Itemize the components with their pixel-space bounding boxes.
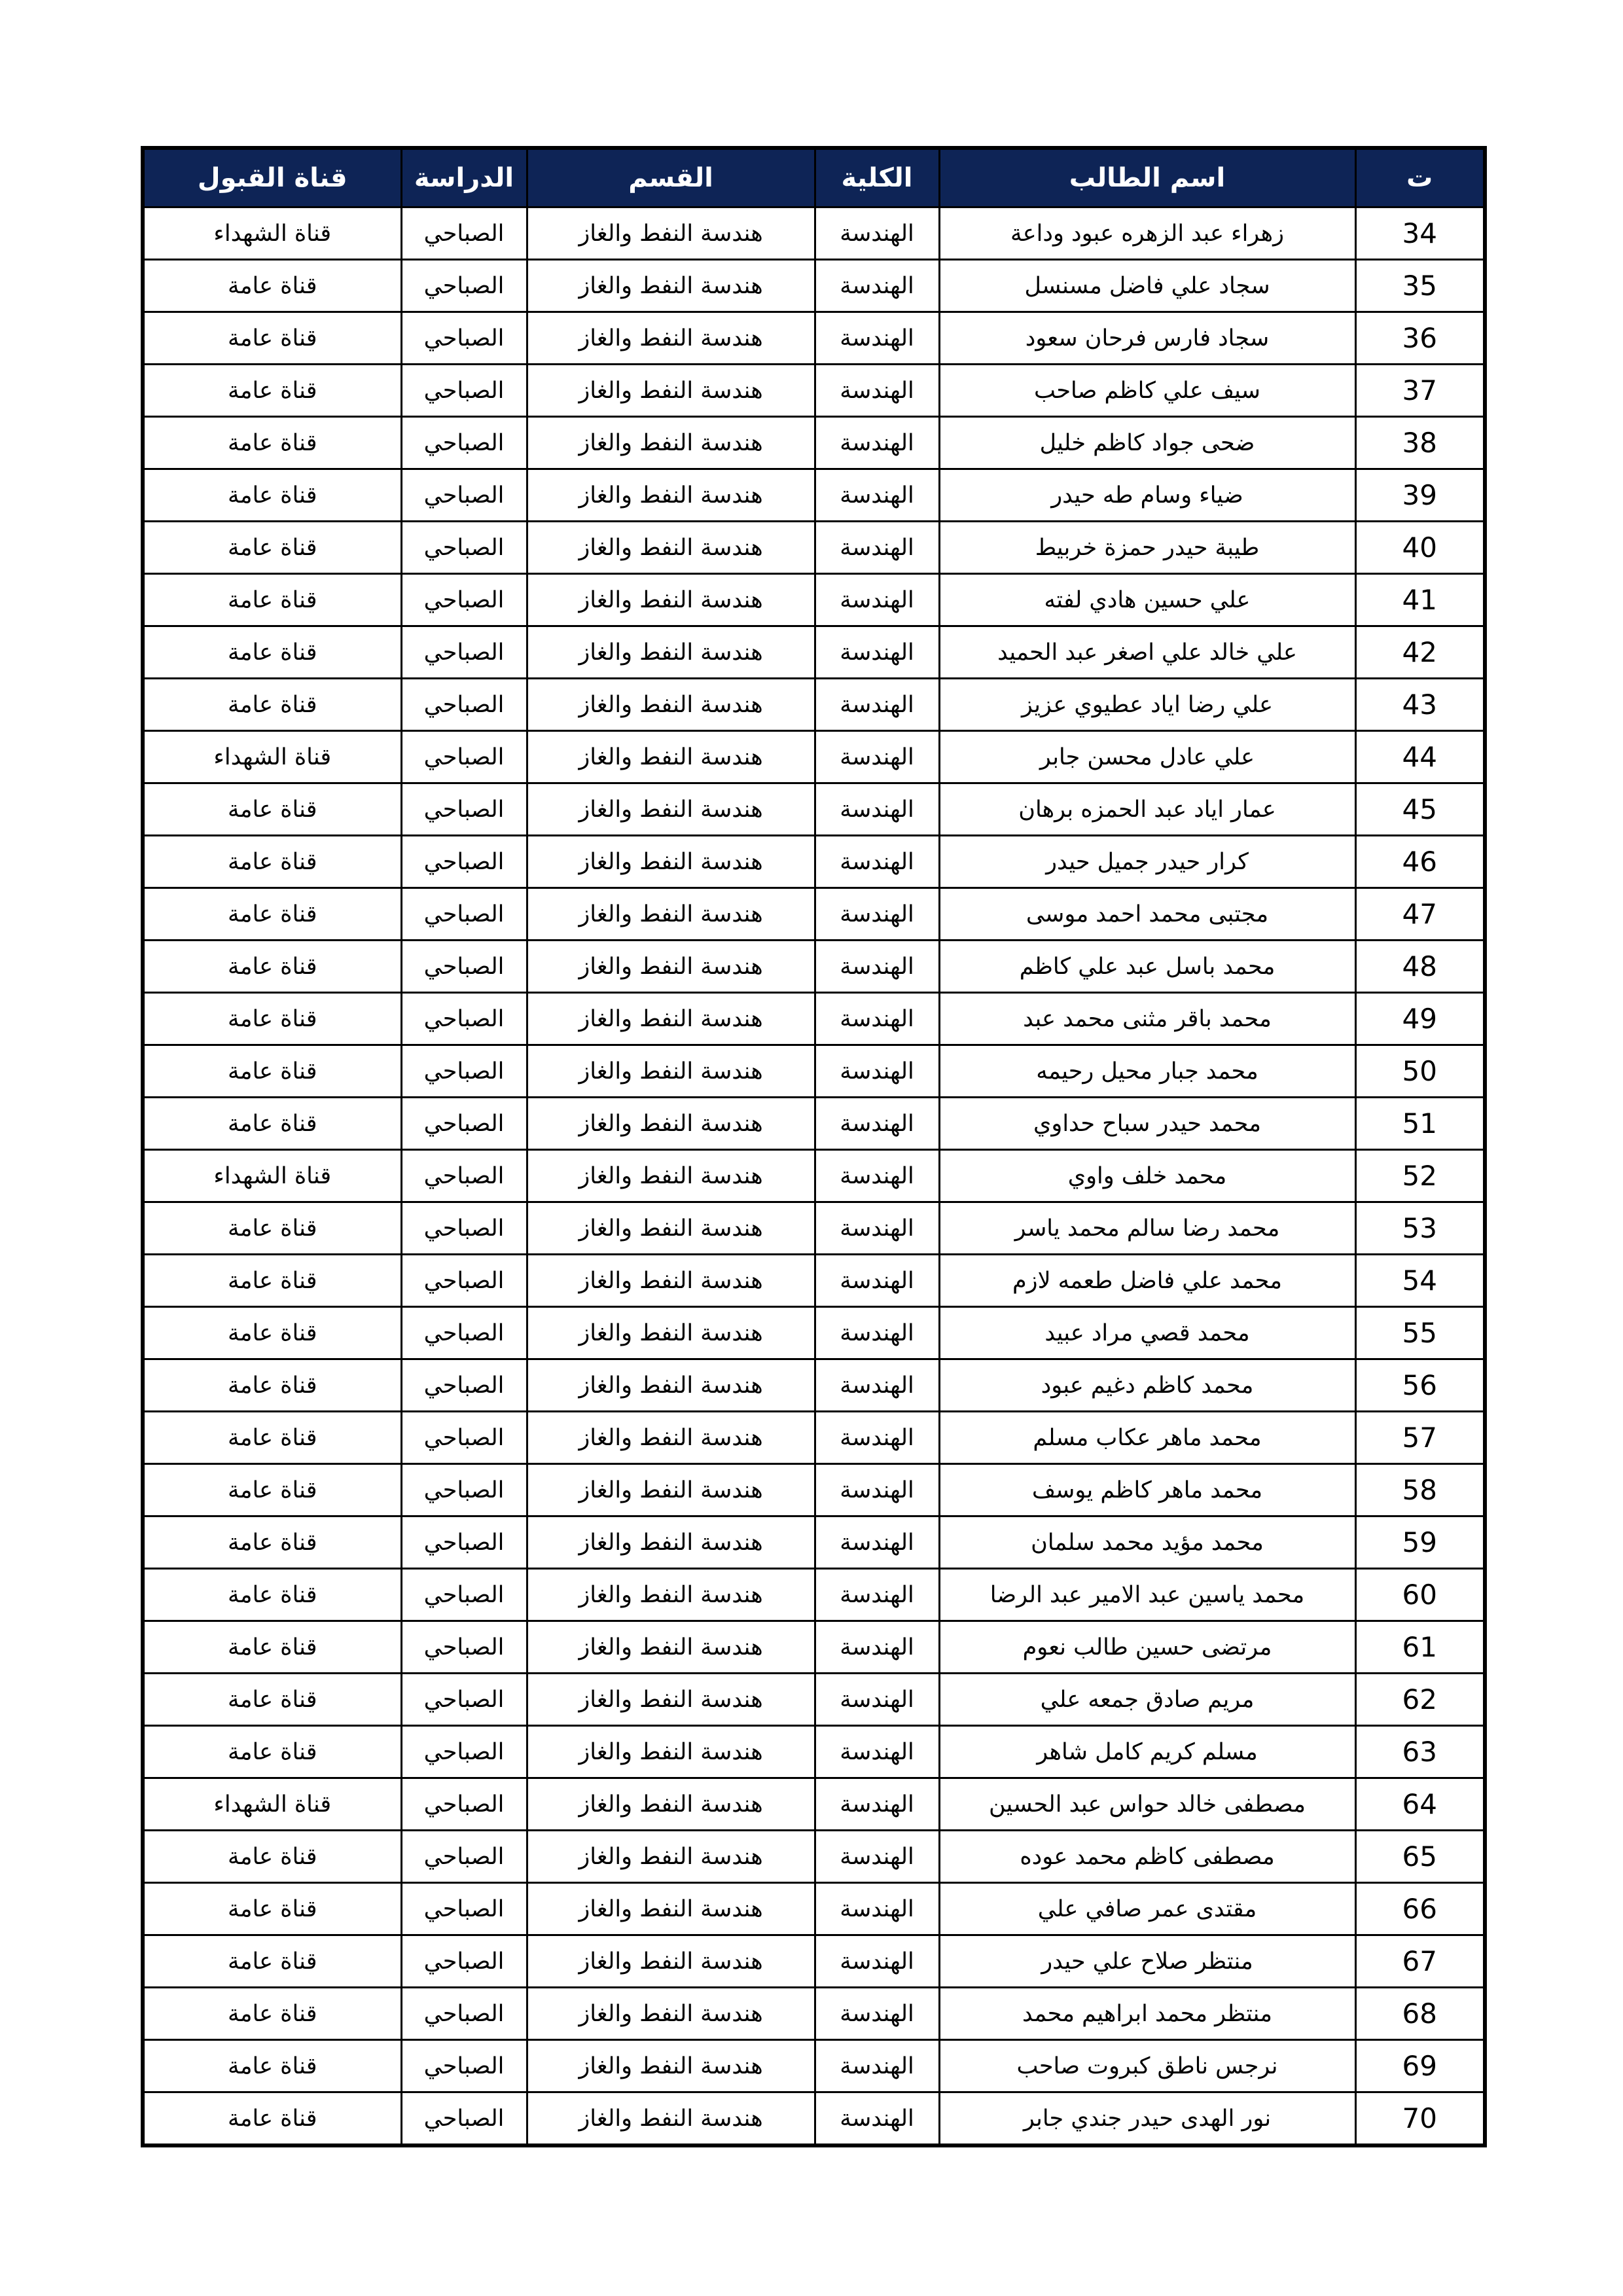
cell-study-type: الصباحي xyxy=(401,941,527,993)
cell-college: الهندسة xyxy=(815,731,939,783)
cell-college: الهندسة xyxy=(815,522,939,574)
header-college: الكلية xyxy=(815,148,939,207)
cell-admission-channel: قناة عامة xyxy=(143,469,401,522)
table-row xyxy=(143,679,1485,731)
cell-study-type: الصباحي xyxy=(401,1412,527,1464)
cell-no: 50 xyxy=(1355,1045,1485,1098)
cell-no: 49 xyxy=(1355,993,1485,1045)
cell-admission-channel: قناة عامة xyxy=(143,260,401,312)
cell-student-name: محمد مؤيد محمد سلمان xyxy=(939,1516,1355,1569)
cell-admission-channel: قناة عامة xyxy=(143,1621,401,1674)
table-row xyxy=(143,941,1485,993)
cell-no: 51 xyxy=(1355,1098,1485,1150)
cell-department: هندسة النفط والغاز xyxy=(527,1516,815,1569)
cell-department: هندسة النفط والغاز xyxy=(527,522,815,574)
cell-study-type: الصباحي xyxy=(401,783,527,836)
cell-student-name: محمد ماهر عكاب مسلم xyxy=(939,1412,1355,1464)
cell-admission-channel: قناة عامة xyxy=(143,522,401,574)
cell-no: 39 xyxy=(1355,469,1485,522)
cell-college: الهندسة xyxy=(815,1569,939,1621)
cell-admission-channel: قناة الشهداء xyxy=(143,1150,401,1202)
table-row xyxy=(143,312,1485,365)
cell-department: هندسة النفط والغاز xyxy=(527,1674,815,1726)
cell-college: الهندسة xyxy=(815,679,939,731)
cell-study-type: الصباحي xyxy=(401,1778,527,1831)
table-row xyxy=(143,1569,1485,1621)
cell-admission-channel: قناة عامة xyxy=(143,1359,401,1412)
cell-study-type: الصباحي xyxy=(401,1674,527,1726)
cell-study-type: الصباحي xyxy=(401,1307,527,1359)
cell-college: الهندسة xyxy=(815,1831,939,1883)
cell-college: الهندسة xyxy=(815,1098,939,1150)
cell-student-name: محمد علي فاضل طعمه لازم xyxy=(939,1255,1355,1307)
students-table xyxy=(141,146,1487,2147)
cell-department: هندسة النفط والغاز xyxy=(527,888,815,941)
cell-admission-channel: قناة عامة xyxy=(143,1516,401,1569)
cell-no: 54 xyxy=(1355,1255,1485,1307)
cell-department: هندسة النفط والغاز xyxy=(527,312,815,365)
cell-admission-channel: قناة عامة xyxy=(143,1098,401,1150)
cell-student-name: منتظر صلاح علي حيدر xyxy=(939,1935,1355,1988)
cell-study-type: الصباحي xyxy=(401,679,527,731)
cell-student-name: ضحى جواد كاظم خليل xyxy=(939,417,1355,469)
cell-study-type: الصباحي xyxy=(401,1988,527,2040)
cell-college: الهندسة xyxy=(815,1412,939,1464)
cell-college: الهندسة xyxy=(815,1621,939,1674)
cell-student-name: سجاد فارس فرحان سعود xyxy=(939,312,1355,365)
cell-student-name: مقتدى عمر صافي علي xyxy=(939,1883,1355,1935)
cell-study-type: الصباحي xyxy=(401,417,527,469)
cell-department: هندسة النفط والغاز xyxy=(527,417,815,469)
table-row xyxy=(143,731,1485,783)
cell-department: هندسة النفط والغاز xyxy=(527,1935,815,1988)
cell-college: الهندسة xyxy=(815,836,939,888)
cell-department: هندسة النفط والغاز xyxy=(527,1726,815,1778)
cell-no: 66 xyxy=(1355,1883,1485,1935)
cell-no: 40 xyxy=(1355,522,1485,574)
cell-study-type: الصباحي xyxy=(401,1935,527,1988)
cell-student-name: منتظر محمد ابراهيم محمد xyxy=(939,1988,1355,2040)
table-row xyxy=(143,574,1485,626)
cell-study-type: الصباحي xyxy=(401,1098,527,1150)
cell-college: الهندسة xyxy=(815,1307,939,1359)
header-no: ت xyxy=(1355,148,1485,207)
cell-department: هندسة النفط والغاز xyxy=(527,1202,815,1255)
cell-student-name: نور الهدى حيدر جندي جابر xyxy=(939,2092,1355,2146)
cell-no: 57 xyxy=(1355,1412,1485,1464)
cell-no: 47 xyxy=(1355,888,1485,941)
cell-admission-channel: قناة عامة xyxy=(143,1726,401,1778)
cell-admission-channel: قناة عامة xyxy=(143,1255,401,1307)
table-row xyxy=(143,1255,1485,1307)
table-row xyxy=(143,417,1485,469)
cell-student-name: مرتضى حسين طالب نعوم xyxy=(939,1621,1355,1674)
cell-student-name: مسلم كريم كامل شاهر xyxy=(939,1726,1355,1778)
cell-study-type: الصباحي xyxy=(401,1516,527,1569)
cell-no: 44 xyxy=(1355,731,1485,783)
cell-department: هندسة النفط والغاز xyxy=(527,1359,815,1412)
cell-no: 62 xyxy=(1355,1674,1485,1726)
cell-admission-channel: قناة الشهداء xyxy=(143,731,401,783)
cell-department: هندسة النفط والغاز xyxy=(527,993,815,1045)
cell-no: 35 xyxy=(1355,260,1485,312)
table-row xyxy=(143,1045,1485,1098)
cell-admission-channel: قناة عامة xyxy=(143,888,401,941)
cell-study-type: الصباحي xyxy=(401,1621,527,1674)
table-row xyxy=(143,365,1485,417)
table-row xyxy=(143,1150,1485,1202)
cell-admission-channel: قناة عامة xyxy=(143,1883,401,1935)
cell-student-name: طيبة حيدر حمزة خربيط xyxy=(939,522,1355,574)
table-row xyxy=(143,836,1485,888)
cell-college: الهندسة xyxy=(815,1516,939,1569)
cell-study-type: الصباحي xyxy=(401,993,527,1045)
table-row xyxy=(143,993,1485,1045)
cell-study-type: الصباحي xyxy=(401,836,527,888)
table-row xyxy=(143,626,1485,679)
cell-student-name: علي عادل محسن جابر xyxy=(939,731,1355,783)
cell-student-name: محمد باقر مثنى محمد عبد xyxy=(939,993,1355,1045)
cell-study-type: الصباحي xyxy=(401,1726,527,1778)
cell-college: الهندسة xyxy=(815,574,939,626)
cell-admission-channel: قناة عامة xyxy=(143,365,401,417)
cell-no: 48 xyxy=(1355,941,1485,993)
table-row xyxy=(143,1883,1485,1935)
table-row xyxy=(143,1516,1485,1569)
table-row xyxy=(143,1307,1485,1359)
cell-admission-channel: قناة عامة xyxy=(143,312,401,365)
cell-study-type: الصباحي xyxy=(401,731,527,783)
cell-department: هندسة النفط والغاز xyxy=(527,574,815,626)
cell-admission-channel: قناة عامة xyxy=(143,1831,401,1883)
cell-department: هندسة النفط والغاز xyxy=(527,1412,815,1464)
cell-admission-channel: قناة الشهداء xyxy=(143,1778,401,1831)
cell-no: 45 xyxy=(1355,783,1485,836)
cell-college: الهندسة xyxy=(815,207,939,260)
cell-no: 68 xyxy=(1355,1988,1485,2040)
table-row xyxy=(143,1831,1485,1883)
table-row xyxy=(143,2092,1485,2146)
cell-no: 61 xyxy=(1355,1621,1485,1674)
cell-admission-channel: قناة عامة xyxy=(143,783,401,836)
cell-admission-channel: قناة عامة xyxy=(143,626,401,679)
cell-department: هندسة النفط والغاز xyxy=(527,1307,815,1359)
cell-department: هندسة النفط والغاز xyxy=(527,1778,815,1831)
table-row xyxy=(143,1464,1485,1516)
cell-department: هندسة النفط والغاز xyxy=(527,2040,815,2092)
cell-no: 34 xyxy=(1355,207,1485,260)
cell-college: الهندسة xyxy=(815,365,939,417)
cell-department: هندسة النفط والغاز xyxy=(527,469,815,522)
cell-department: هندسة النفط والغاز xyxy=(527,365,815,417)
cell-college: الهندسة xyxy=(815,941,939,993)
table-row xyxy=(143,1726,1485,1778)
cell-study-type: الصباحي xyxy=(401,522,527,574)
cell-no: 36 xyxy=(1355,312,1485,365)
cell-admission-channel: قناة عامة xyxy=(143,1674,401,1726)
table-row xyxy=(143,1098,1485,1150)
cell-study-type: الصباحي xyxy=(401,365,527,417)
cell-department: هندسة النفط والغاز xyxy=(527,1569,815,1621)
cell-department: هندسة النفط والغاز xyxy=(527,1255,815,1307)
cell-no: 67 xyxy=(1355,1935,1485,1988)
cell-department: هندسة النفط والغاز xyxy=(527,1045,815,1098)
cell-no: 41 xyxy=(1355,574,1485,626)
cell-no: 46 xyxy=(1355,836,1485,888)
cell-college: الهندسة xyxy=(815,1935,939,1988)
cell-student-name: محمد حيدر سباح حداوي xyxy=(939,1098,1355,1150)
cell-student-name: ضياء وسام طه حيدر xyxy=(939,469,1355,522)
cell-study-type: الصباحي xyxy=(401,1359,527,1412)
cell-study-type: الصباحي xyxy=(401,574,527,626)
cell-no: 52 xyxy=(1355,1150,1485,1202)
cell-student-name: سيف علي كاظم صاحب xyxy=(939,365,1355,417)
cell-department: هندسة النفط والغاز xyxy=(527,836,815,888)
cell-study-type: الصباحي xyxy=(401,1883,527,1935)
table-row xyxy=(143,1202,1485,1255)
cell-no: 65 xyxy=(1355,1831,1485,1883)
cell-study-type: الصباحي xyxy=(401,207,527,260)
cell-no: 60 xyxy=(1355,1569,1485,1621)
cell-college: الهندسة xyxy=(815,312,939,365)
cell-department: هندسة النفط والغاز xyxy=(527,731,815,783)
cell-department: هندسة النفط والغاز xyxy=(527,2092,815,2146)
cell-admission-channel: قناة عامة xyxy=(143,1569,401,1621)
cell-admission-channel: قناة عامة xyxy=(143,574,401,626)
table-row xyxy=(143,207,1485,260)
cell-college: الهندسة xyxy=(815,888,939,941)
cell-college: الهندسة xyxy=(815,469,939,522)
cell-no: 56 xyxy=(1355,1359,1485,1412)
cell-student-name: سجاد علي فاضل مسنسل xyxy=(939,260,1355,312)
table-row xyxy=(143,2040,1485,2092)
cell-college: الهندسة xyxy=(815,783,939,836)
cell-student-name: محمد خلف واوي xyxy=(939,1150,1355,1202)
cell-study-type: الصباحي xyxy=(401,1831,527,1883)
cell-no: 64 xyxy=(1355,1778,1485,1831)
cell-college: الهندسة xyxy=(815,1359,939,1412)
cell-student-name: مريم صادق جمعه علي xyxy=(939,1674,1355,1726)
cell-admission-channel: قناة الشهداء xyxy=(143,207,401,260)
cell-college: الهندسة xyxy=(815,1464,939,1516)
cell-department: هندسة النفط والغاز xyxy=(527,1150,815,1202)
table-row xyxy=(143,469,1485,522)
cell-college: الهندسة xyxy=(815,1150,939,1202)
cell-department: هندسة النفط والغاز xyxy=(527,1621,815,1674)
table-header-row xyxy=(143,148,1485,207)
cell-study-type: الصباحي xyxy=(401,312,527,365)
cell-department: هندسة النفط والغاز xyxy=(527,1098,815,1150)
cell-college: الهندسة xyxy=(815,1883,939,1935)
cell-admission-channel: قناة عامة xyxy=(143,1935,401,1988)
cell-department: هندسة النفط والغاز xyxy=(527,1988,815,2040)
cell-admission-channel: قناة عامة xyxy=(143,417,401,469)
cell-student-name: مجتبى محمد احمد موسى xyxy=(939,888,1355,941)
cell-department: هندسة النفط والغاز xyxy=(527,1883,815,1935)
cell-study-type: الصباحي xyxy=(401,1464,527,1516)
table-row xyxy=(143,888,1485,941)
cell-study-type: الصباحي xyxy=(401,888,527,941)
table-row xyxy=(143,1778,1485,1831)
cell-study-type: الصباحي xyxy=(401,1255,527,1307)
table-row xyxy=(143,1674,1485,1726)
cell-college: الهندسة xyxy=(815,1778,939,1831)
cell-admission-channel: قناة عامة xyxy=(143,1307,401,1359)
cell-no: 58 xyxy=(1355,1464,1485,1516)
cell-college: الهندسة xyxy=(815,417,939,469)
cell-college: الهندسة xyxy=(815,1988,939,2040)
cell-college: الهندسة xyxy=(815,1202,939,1255)
cell-department: هندسة النفط والغاز xyxy=(527,626,815,679)
cell-student-name: عمار اياد عبد الحمزه برهان xyxy=(939,783,1355,836)
cell-department: هندسة النفط والغاز xyxy=(527,260,815,312)
cell-no: 43 xyxy=(1355,679,1485,731)
cell-no: 53 xyxy=(1355,1202,1485,1255)
cell-admission-channel: قناة عامة xyxy=(143,1988,401,2040)
table-row xyxy=(143,522,1485,574)
cell-admission-channel: قناة عامة xyxy=(143,679,401,731)
cell-no: 59 xyxy=(1355,1516,1485,1569)
cell-no: 69 xyxy=(1355,2040,1485,2092)
header-study-type: الدراسة xyxy=(401,148,527,207)
cell-college: الهندسة xyxy=(815,260,939,312)
cell-study-type: الصباحي xyxy=(401,260,527,312)
cell-student-name: علي رضا اياد عطيوي عزيز xyxy=(939,679,1355,731)
cell-study-type: الصباحي xyxy=(401,1202,527,1255)
table-row xyxy=(143,783,1485,836)
cell-college: الهندسة xyxy=(815,2092,939,2146)
table-row xyxy=(143,1935,1485,1988)
cell-no: 37 xyxy=(1355,365,1485,417)
cell-study-type: الصباحي xyxy=(401,1045,527,1098)
cell-department: هندسة النفط والغاز xyxy=(527,207,815,260)
cell-student-name: علي خالد علي اصغر عبد الحميد xyxy=(939,626,1355,679)
cell-department: هندسة النفط والغاز xyxy=(527,783,815,836)
header-admission-channel: قناة القبول xyxy=(143,148,401,207)
table-row xyxy=(143,260,1485,312)
cell-admission-channel: قناة عامة xyxy=(143,1464,401,1516)
cell-admission-channel: قناة عامة xyxy=(143,2092,401,2146)
cell-admission-channel: قناة عامة xyxy=(143,1045,401,1098)
cell-study-type: الصباحي xyxy=(401,1150,527,1202)
cell-study-type: الصباحي xyxy=(401,2040,527,2092)
cell-department: هندسة النفط والغاز xyxy=(527,941,815,993)
cell-student-name: محمد ماهر كاظم يوسف xyxy=(939,1464,1355,1516)
cell-student-name: مصطفى خالد حواس عبد الحسين xyxy=(939,1778,1355,1831)
cell-no: 63 xyxy=(1355,1726,1485,1778)
cell-student-name: كرار حيدر جميل حيدر xyxy=(939,836,1355,888)
cell-study-type: الصباحي xyxy=(401,626,527,679)
header-department: القسم xyxy=(527,148,815,207)
cell-college: الهندسة xyxy=(815,626,939,679)
cell-student-name: محمد ياسين عبد الامير عبد الرضا xyxy=(939,1569,1355,1621)
cell-no: 70 xyxy=(1355,2092,1485,2146)
cell-department: هندسة النفط والغاز xyxy=(527,1464,815,1516)
cell-study-type: الصباحي xyxy=(401,1569,527,1621)
cell-college: الهندسة xyxy=(815,2040,939,2092)
cell-student-name: محمد رضا سالم محمد ياسر xyxy=(939,1202,1355,1255)
cell-college: الهندسة xyxy=(815,993,939,1045)
cell-college: الهندسة xyxy=(815,1255,939,1307)
table-row xyxy=(143,1412,1485,1464)
cell-admission-channel: قناة عامة xyxy=(143,941,401,993)
cell-no: 38 xyxy=(1355,417,1485,469)
cell-admission-channel: قناة عامة xyxy=(143,1202,401,1255)
cell-college: الهندسة xyxy=(815,1045,939,1098)
cell-student-name: محمد جبار محيل رحيمه xyxy=(939,1045,1355,1098)
cell-no: 55 xyxy=(1355,1307,1485,1359)
table-body xyxy=(143,207,1485,2146)
cell-admission-channel: قناة عامة xyxy=(143,1412,401,1464)
table-row xyxy=(143,1359,1485,1412)
cell-department: هندسة النفط والغاز xyxy=(527,679,815,731)
cell-admission-channel: قناة عامة xyxy=(143,836,401,888)
cell-study-type: الصباحي xyxy=(401,2092,527,2146)
cell-study-type: الصباحي xyxy=(401,469,527,522)
cell-college: الهندسة xyxy=(815,1726,939,1778)
header-student-name: اسم الطالب xyxy=(939,148,1355,207)
table-row xyxy=(143,1988,1485,2040)
cell-college: الهندسة xyxy=(815,1674,939,1726)
cell-student-name: زهراء عبد الزهره عبود وداعة xyxy=(939,207,1355,260)
cell-student-name: مصطفى كاظم محمد عوده xyxy=(939,1831,1355,1883)
cell-department: هندسة النفط والغاز xyxy=(527,1831,815,1883)
table-row xyxy=(143,1621,1485,1674)
cell-student-name: نرجس ناطق كبروت صاحب xyxy=(939,2040,1355,2092)
cell-student-name: محمد باسل عبد علي كاظم xyxy=(939,941,1355,993)
cell-student-name: محمد كاظم دغيم عبود xyxy=(939,1359,1355,1412)
cell-no: 42 xyxy=(1355,626,1485,679)
cell-student-name: محمد قصي مراد عبيد xyxy=(939,1307,1355,1359)
cell-admission-channel: قناة عامة xyxy=(143,993,401,1045)
cell-admission-channel: قناة عامة xyxy=(143,2040,401,2092)
cell-student-name: علي حسين هادي لفته xyxy=(939,574,1355,626)
